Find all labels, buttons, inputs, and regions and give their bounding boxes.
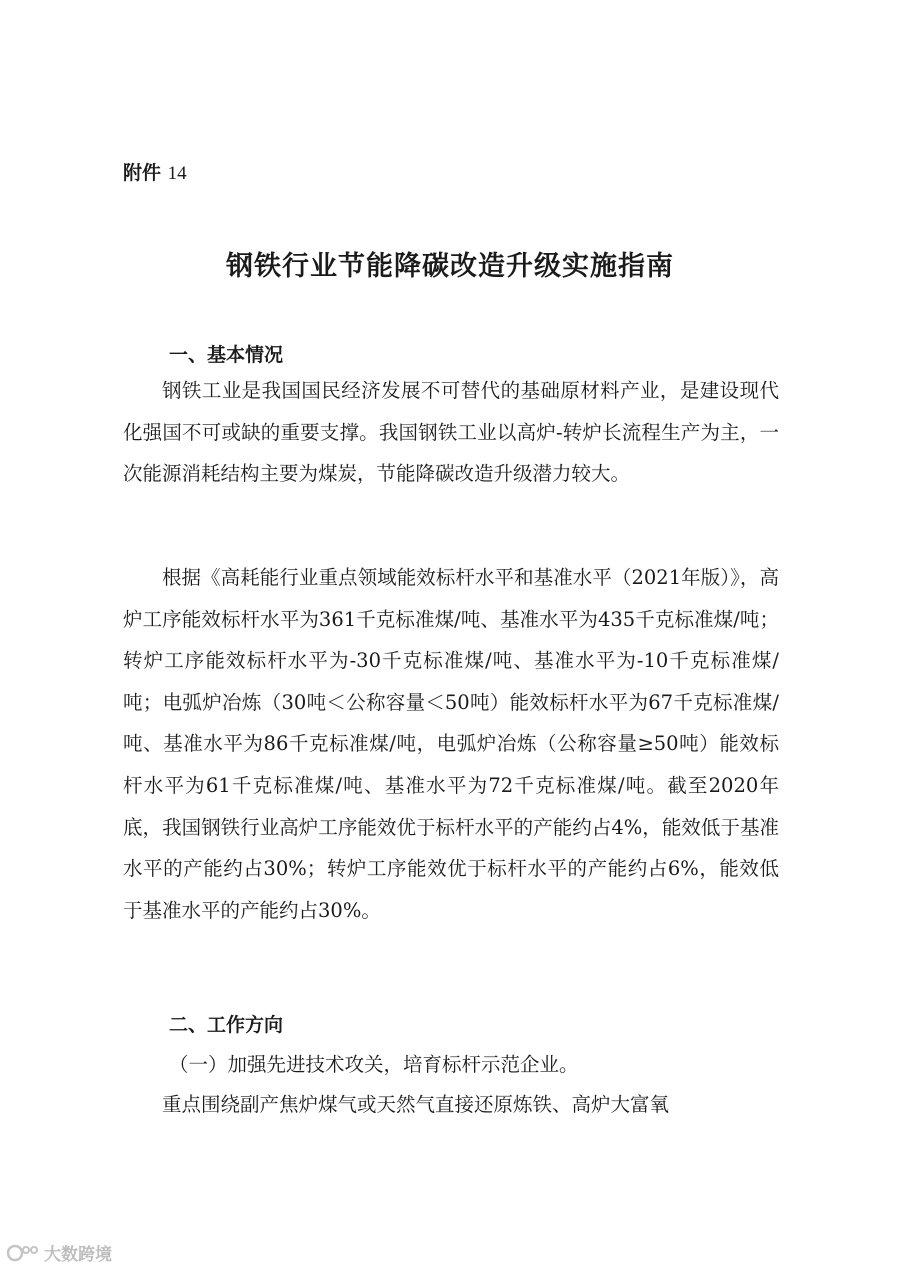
- attachment-label-text: 附件: [123, 162, 162, 184]
- watermark: [6, 1240, 112, 1265]
- paragraph-benchmarks: 根据《高耗能行业重点领域能效标杆水平和基准水平（2021年版）》，高炉工序能效标杆水平为361千克标准煤/吨、基准水平为435千克标准煤/吨；转炉工序能效标杆水平为-30千克标准煤/吨、基准水平为-10千克标准煤/吨；电弧炉冶炼（30吨＜公称容量＜50吨）能效标杆水平为67千克标准煤/吨、基准水平为86千克标准煤/吨，电弧炉冶炼（公称容量≥50吨）能效标杆水平为61千克标准煤/吨、基准水平为72千克标准煤/吨。截至2020年底，我国钢铁行业高炉工序能效优于标杆水平的产能约占4%，能效低于基准水平的产能约占30%；转炉工序能效优于标杆水平的产能约占6%，能效低于基准水平的产能约占30%。: [123, 566, 779, 922]
- attachment-number: 14: [167, 163, 187, 184]
- attachment-label: [123, 158, 187, 185]
- section-heading-direction: 二、工作方向: [169, 1014, 284, 1036]
- paragraph-direction: 重点围绕副产焦炉煤气或天然气直接还原炼铁、高炉大富氧: [162, 1093, 670, 1116]
- section-heading-basic: 一、基本情况: [169, 344, 284, 366]
- paragraph-overview: 钢铁工业是我国国民经济发展不可替代的基础原材料产业，是建设现代化强国不可或缺的重要支撑。我国钢铁工业以高炉-转炉长流程生产为主，一次能源消耗结构主要为煤炭，节能降碳改造升级潜力较大。: [123, 379, 779, 486]
- subsection-heading: （一）加强先进技术攻关，培育标杆示范企业。: [169, 1053, 579, 1076]
- watermark-text: 大数跨境: [44, 1245, 112, 1265]
- logo-icon: [6, 1244, 40, 1262]
- document-title: 钢铁行业节能降碳改造升级实施指南: [226, 251, 674, 282]
